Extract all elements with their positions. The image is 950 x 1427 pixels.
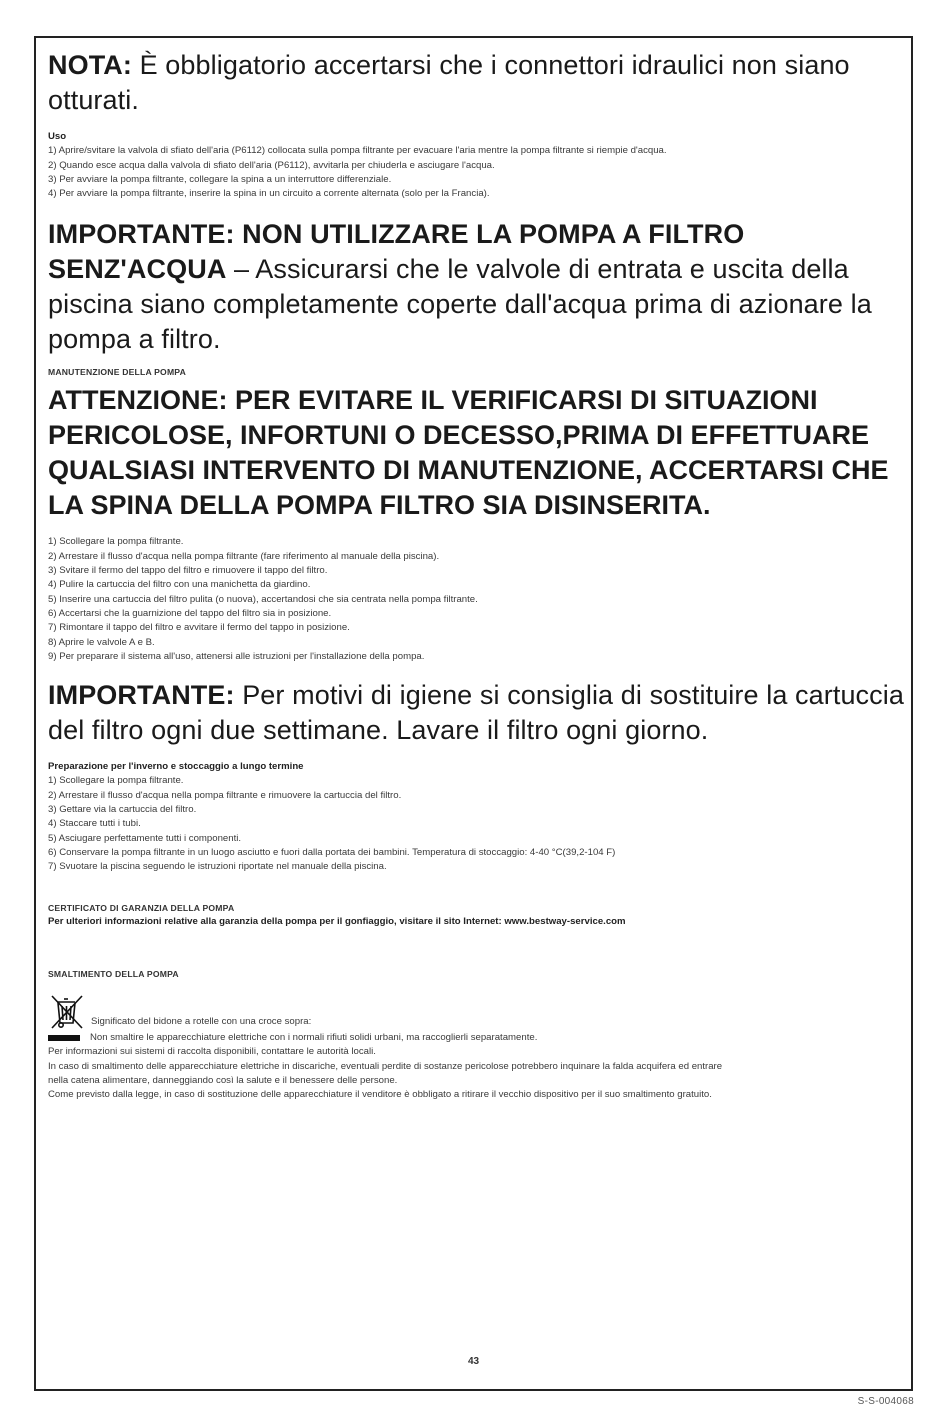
uso-section <box>48 130 895 201</box>
maintenance-steps <box>48 535 895 664</box>
winter-step: 2) Arrestare il flusso d'acqua nella pompa filtrante e rimuovere la cartuccia del filtro. <box>48 789 402 801</box>
nota-label: NOTA: <box>48 50 132 80</box>
important-label-2: IMPORTANTE: <box>48 680 235 711</box>
winter-title: Preparazione per l'inverno e stoccaggio a lungo termine <box>48 761 304 773</box>
winter-step: 6) Conservare la pompa filtrante in un luogo asciutto e fuori dalla portata dei bambini. Temperatura di stoccaggio: 4-40 °C(39,2-104 F) <box>48 846 616 858</box>
winter-step: 5) Asciugare perfettamente tutti i componenti. <box>48 832 242 844</box>
important-text-1: – Assicurarsi che le valvole di entrata e uscita della piscina siano completamente coperte dall'acqua prima di azionare la pompa a filtro. <box>48 254 872 355</box>
winter-step: 1) Scollegare la pompa filtrante. <box>48 775 184 787</box>
disposal-line: In caso di smaltimento delle apparecchiature elettriche in discariche, eventuali perdite di sostanze pericolose potrebbero inquinare la falda acquifera ed entrare <box>48 1060 723 1072</box>
important-paragraph-1 <box>48 217 908 357</box>
crossed-out-wheelie-bin-icon <box>49 993 85 1031</box>
maintenance-step: 8) Aprire le valvole A e B. <box>48 636 155 648</box>
nota-text: È obbligatorio accertarsi che i connettori idraulici non siano otturati. <box>48 50 850 115</box>
disposal-title: SMALTIMENTO DELLA POMPA <box>48 969 179 980</box>
page-content <box>48 46 904 1103</box>
uso-line: 2) Quando esce acqua dalla valvola di sfiato dell'aria (P6112), avvitarla per chiuderla e asciugare l'acqua. <box>48 159 495 171</box>
bin-row <box>48 993 895 1031</box>
uso-title: Uso <box>48 131 67 142</box>
uso-line: 4) Per avviare la pompa filtrante, inserire la spina in un circuito a corrente alternata (solo per la Francia). <box>48 188 490 200</box>
disposal-section <box>48 993 895 1102</box>
winter-step: 4) Staccare tutti i tubi. <box>48 818 141 830</box>
winter-step: 7) Svuotare la piscina seguendo le istruzioni riportate nel manuale della piscina. <box>48 861 387 873</box>
important-text-2: Per motivi di igiene si consiglia di sostituire la cartuccia del filtro ogni due settimane. Lavare il filtro ogni giorno. <box>48 680 904 746</box>
maintenance-step: 7) Rimontare il tappo del filtro e avvitare il fermo del tappo in posizione. <box>48 622 350 634</box>
disposal-line: Per informazioni sui sistemi di raccolta disponibili, contattare le autorità locali. <box>48 1046 376 1058</box>
bar-row <box>48 1031 895 1045</box>
nota-paragraph <box>48 48 908 118</box>
winter-section <box>48 760 895 874</box>
uso-line: 3) Per avviare la pompa filtrante, collegare la spina a un interruttore differenziale. <box>48 173 392 185</box>
important-paragraph-2 <box>48 678 908 748</box>
important-label-1: IMPORTANTE: NON UTILIZZARE LA POMPA A FILTRO SENZ'ACQUA <box>48 219 745 285</box>
uso-line: 1) Aprire/svitare la valvola di sfiato dell'aria (P6112) collocata sulla pompa filtrante per evacuare l'aria mentre la pompa filtrante si riempie d'acqua. <box>48 145 667 157</box>
maintenance-step: 6) Accertarsi che la guarnizione del tappo del filtro sia in posizione. <box>48 607 332 619</box>
black-bar-symbol <box>48 1035 80 1041</box>
maintenance-step: 2) Arrestare il flusso d'acqua nella pompa filtrante (fare riferimento al manuale della piscina). <box>48 550 440 562</box>
warranty-section <box>48 901 895 930</box>
maintenance-step: 5) Inserire una cartuccia del filtro pulita (o nuova), accertandosi che sia centrata nella pompa filtrante. <box>48 593 478 605</box>
maintenance-warning: ATTENZIONE: PER EVITARE IL VERIFICARSI DI SITUAZIONI PERICOLOSE, INFORTUNI O DECESSO,PRIMA DI EFFETTUARE QUALSIASI INTERVENTO DI MANUTENZIONE, ACCERTARSI CHE LA SPINA DELLA POMPA FILTRO SIA DISINSERITA. <box>48 385 889 521</box>
maintenance-step: 1) Scollegare la pompa filtrante. <box>48 536 184 548</box>
maintenance-step: 9) Per preparare il sistema all'uso, attenersi alle istruzioni per l'installazione della pompa. <box>48 650 425 662</box>
bar-text: Non smaltire le apparecchiature elettriche con i normali rifiuti solidi urbani, ma raccoglierli separatamente. <box>90 1032 538 1044</box>
disposal-line: Come previsto dalla legge, in caso di sostituzione delle apparecchiature il venditore è obbligato a ritirare il vecchio dispositivo per il suo smaltimento gratuito. <box>48 1089 712 1101</box>
bin-text: Significato del bidone a rotelle con una croce sopra: <box>91 1016 312 1028</box>
document-code: S-S-004068 <box>857 1396 914 1407</box>
warranty-text: Per ulteriori informazioni relative alla garanzia della pompa per il gonfiaggio, visitare il sito Internet: www.bestway-service.com <box>48 915 626 927</box>
disposal-line: nella catena alimentare, danneggiando così la salute e il benessere delle persone. <box>48 1075 398 1087</box>
maintenance-title: MANUTENZIONE DELLA POMPA <box>48 367 186 378</box>
page-frame <box>34 36 913 1391</box>
page-number: 43 <box>467 1356 480 1367</box>
warranty-title: CERTIFICATO DI GARANZIA DELLA POMPA <box>48 902 235 913</box>
winter-step: 3) Gettare via la cartuccia del filtro. <box>48 804 197 816</box>
maintenance-step: 4) Pulire la cartuccia del filtro con una manichetta da giardino. <box>48 579 311 591</box>
maintenance-step: 3) Svitare il fermo del tappo del filtro e rimuovere il tappo del filtro. <box>48 565 328 577</box>
